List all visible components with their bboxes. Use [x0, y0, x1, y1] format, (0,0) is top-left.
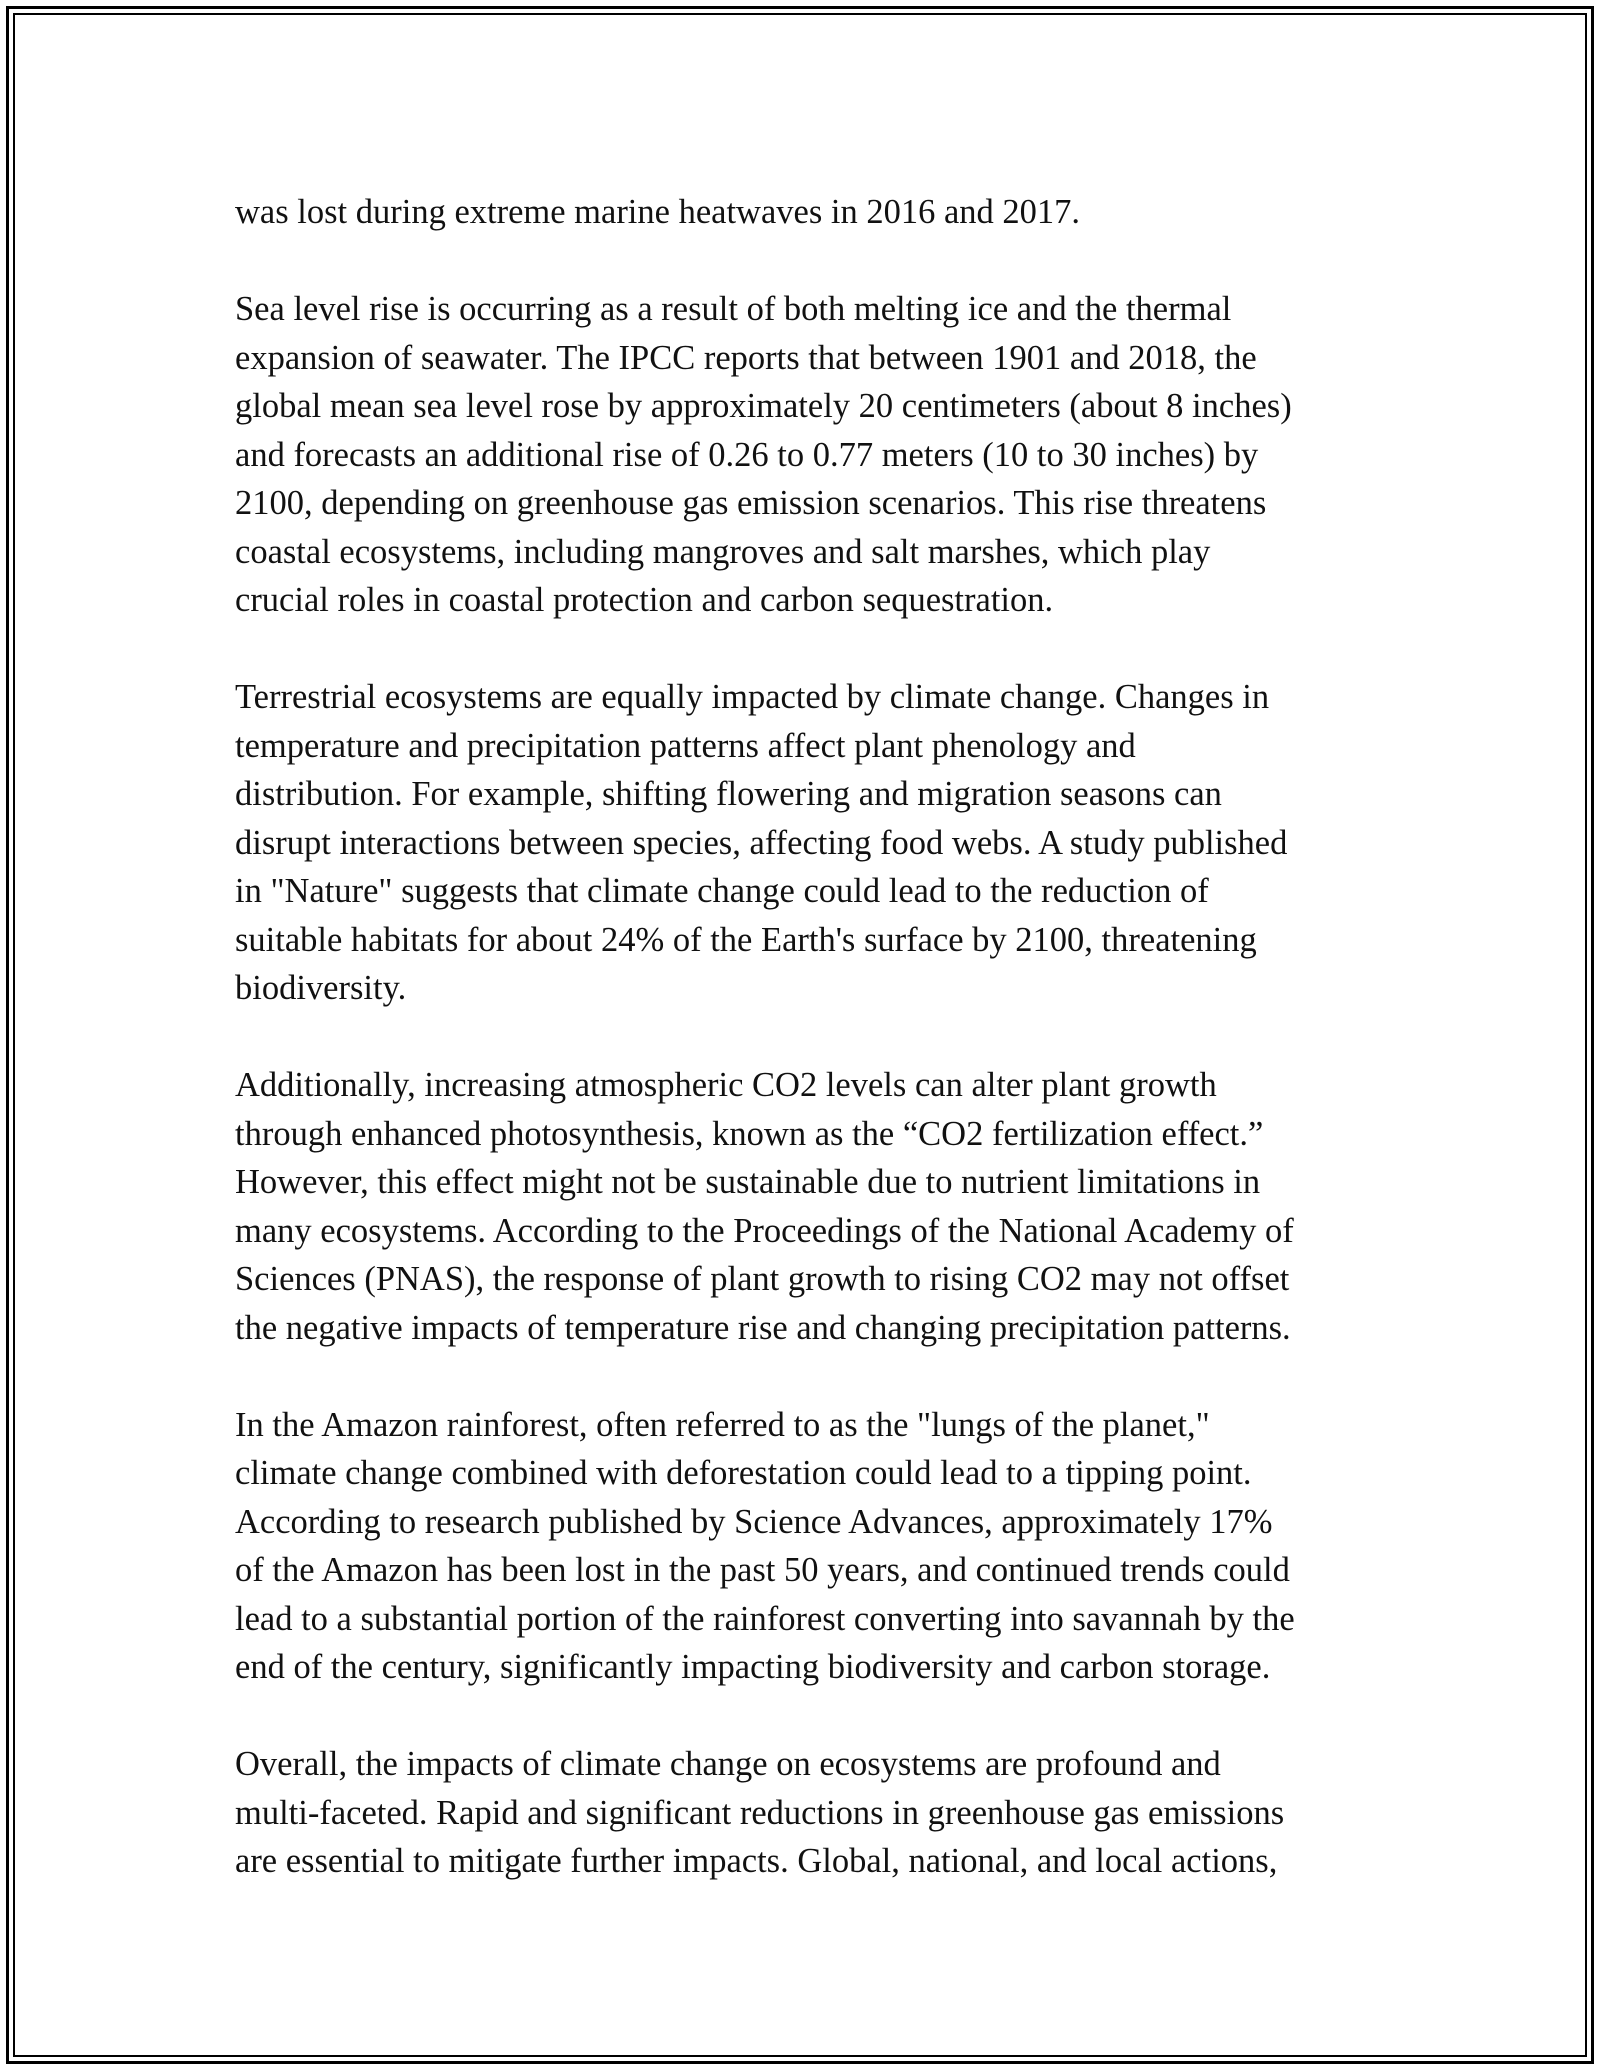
- text-line: in "Nature" suggests that climate change could lead to the reduction of: [235, 872, 1209, 910]
- text-line: multi-faceted. Rapid and significant reductions in greenhouse gas emissions: [235, 1793, 1285, 1832]
- text-line: temperature and precipitation patterns affect plant phenology and: [235, 726, 1136, 765]
- text-line: According to research published by Science Advances, approximately 17%: [235, 1502, 1273, 1541]
- text-line: through enhanced photosynthesis, known as the “CO2 fertilization effect.”: [235, 1114, 1264, 1153]
- text-line: lead to a substantial portion of the rainforest converting into savannah by the: [235, 1599, 1295, 1638]
- text-line: suitable habitats for about 24% of the Earth's surface by 2100, threatening: [235, 920, 1257, 959]
- document-body: [235, 188, 1375, 1886]
- text-line: disrupt interactions between species, affecting food webs. A study published: [235, 823, 1288, 862]
- paragraph-amazon-rainforest: [235, 1401, 1375, 1692]
- text-line: the negative impacts of temperature rise and changing precipitation patterns.: [235, 1308, 1291, 1347]
- text-line: many ecosystems. According to the Proceedings of the National Academy of: [235, 1211, 1294, 1250]
- paragraph-marine-heatwaves: [235, 188, 1375, 237]
- text-line: Sea level rise is occurring as a result of both melting ice and the thermal: [235, 290, 1232, 328]
- text-line: expansion of seawater. The IPCC reports that between 1901 and 2018, the: [235, 338, 1257, 377]
- text-line: are essential to mitigate further impacts. Global, national, and local actions,: [235, 1842, 1278, 1880]
- text-line: Overall, the impacts of climate change on ecosystems are profound and: [235, 1745, 1221, 1783]
- paragraph-co2-fertilization: [235, 1061, 1375, 1352]
- text-line: crucial roles in coastal protection and carbon sequestration.: [235, 581, 1054, 619]
- text-line: Sciences (PNAS), the response of plant growth to rising CO2 may not offset: [235, 1260, 1290, 1298]
- text-line: global mean sea level rose by approximately 20 centimeters (about 8 inches): [235, 387, 1292, 425]
- text-line: Additionally, increasing atmospheric CO2 levels can alter plant growth: [235, 1066, 1217, 1104]
- text-line: and forecasts an additional rise of 0.26 to 0.77 meters (10 to 30 inches) by: [235, 435, 1259, 474]
- text-line: In the Amazon rainforest, often referred to as the "lungs of the planet,": [235, 1405, 1210, 1444]
- paragraph-sea-level-rise: [235, 285, 1375, 625]
- text-line: was lost during extreme marine heatwaves in 2016 and 2017.: [235, 193, 1081, 231]
- text-line: climate change combined with deforestation could lead to a tipping point.: [235, 1454, 1252, 1492]
- text-line: However, this effect might not be sustainable due to nutrient limitations in: [235, 1163, 1261, 1201]
- text-line: of the Amazon has been lost in the past 50 years, and continued trends could: [235, 1551, 1290, 1589]
- text-line: end of the century, significantly impacting biodiversity and carbon storage.: [235, 1648, 1271, 1686]
- text-line: biodiversity.: [235, 969, 407, 1007]
- text-line: coastal ecosystems, including mangroves and salt marshes, which play: [235, 532, 1211, 571]
- paragraph-terrestrial-ecosystems: [235, 673, 1375, 1013]
- text-line: distribution. For example, shifting flowering and migration seasons can: [235, 775, 1222, 813]
- text-line: 2100, depending on greenhouse gas emission scenarios. This rise threatens: [235, 484, 1267, 522]
- text-line: Terrestrial ecosystems are equally impacted by climate change. Changes in: [235, 678, 1270, 716]
- paragraph-overall-conclusion: [235, 1740, 1375, 1886]
